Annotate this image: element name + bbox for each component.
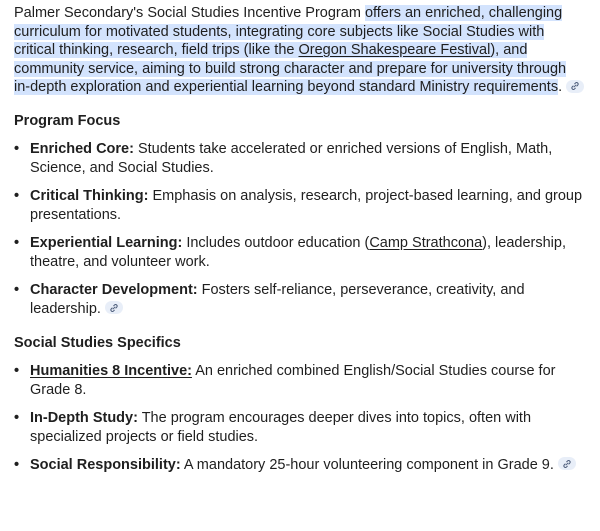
list-item: • Social Responsibility: A mandatory 25-hour volunteering component in Grade 9. bbox=[14, 456, 586, 475]
list-item: • In-Depth Study: The program encourages deeper dives into topics, often with specialized projects or field studies. bbox=[14, 409, 532, 445]
list-item: • Experiential Learning: Includes outdoor education (Camp Strathcona), leadership, theatre, and volunteer work. bbox=[14, 234, 566, 270]
bullet: • bbox=[14, 140, 20, 157]
humanities-8-link[interactable]: Humanities 8 Incentive: bbox=[30, 362, 192, 379]
list-item: • Enriched Core: Students take accelerated or enriched versions of English, Math, Science, and Social Studies. bbox=[14, 140, 553, 176]
bullet: • bbox=[14, 187, 20, 204]
section-heading-program-focus: Program Focus bbox=[14, 112, 121, 129]
list-item: • Critical Thinking: Emphasis on analysis, research, project-based learning, and group presentations. bbox=[14, 187, 583, 223]
bullet: • bbox=[14, 234, 20, 251]
highlighted-text: offers an enriched, challenging curriculum for motivated students, integrating core subjects like Social Studies with critical thinking, research, field trips (like the Oregon Shakespeare Festival), and community service, aiming to build strong character and prepare for university through in-depth exploration and experiential learning beyond standard Ministry requirements bbox=[14, 5, 567, 95]
source-link-chip[interactable] bbox=[566, 80, 584, 93]
link-icon bbox=[109, 303, 119, 313]
intro-lead: Palmer Secondary's Social Studies Incentive Program bbox=[14, 5, 365, 21]
bullet: • bbox=[14, 362, 20, 379]
link-icon bbox=[562, 459, 572, 469]
bullet: • bbox=[14, 456, 20, 473]
bullet: • bbox=[14, 281, 20, 298]
list-item: • Humanities 8 Incentive: An enriched combined English/Social Studies course for Grade 8. bbox=[14, 362, 556, 398]
program-focus-list bbox=[14, 140, 586, 319]
link-icon bbox=[570, 81, 580, 91]
intro-paragraph: Palmer Secondary's Social Studies Incentive Program offers an enriched, challenging curriculum for motivated students, integrating core subjects like Social Studies with critical thinking, research, field trips (like the Oregon Shakespeare Festival), and community service, aiming to build strong character and prepare for university through in-depth exploration and experiential learning beyond standard Ministry requirements. bbox=[14, 4, 586, 97]
bullet: • bbox=[14, 409, 20, 426]
oregon-shakespeare-link[interactable]: Oregon Shakespeare Festival bbox=[298, 42, 491, 58]
social-studies-list bbox=[14, 362, 586, 475]
list-item: • Character Development: Fosters self-reliance, perseverance, creativity, and leadership. bbox=[14, 281, 525, 317]
source-link-chip[interactable] bbox=[105, 301, 123, 314]
section-heading-social-studies: Social Studies Specifics bbox=[14, 334, 181, 351]
source-link-chip[interactable] bbox=[558, 457, 576, 470]
camp-strathcona-link[interactable]: Camp Strathcona bbox=[369, 234, 483, 251]
